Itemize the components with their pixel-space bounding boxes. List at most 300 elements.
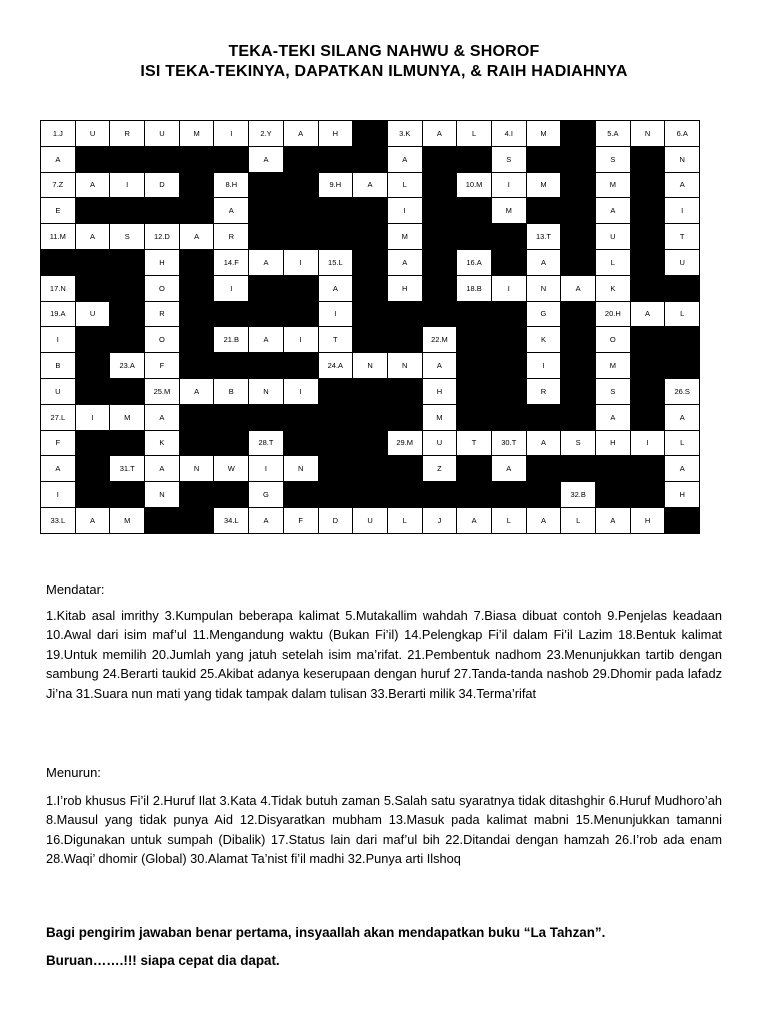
grid-cell[interactable]: 10.M xyxy=(457,172,492,198)
grid-cell-blocked xyxy=(179,172,214,198)
grid-cell-blocked xyxy=(457,482,492,508)
grid-cell[interactable]: N xyxy=(179,456,214,482)
grid-cell-blocked xyxy=(110,482,145,508)
grid-cell-blocked xyxy=(561,172,596,198)
grid-cell[interactable]: U xyxy=(145,121,180,147)
grid-row xyxy=(41,456,700,482)
grid-cell[interactable]: A xyxy=(422,121,457,147)
grid-cell[interactable]: S xyxy=(561,430,596,456)
grid-cell-blocked xyxy=(491,249,526,275)
grid-cell-blocked xyxy=(283,482,318,508)
grid-cell[interactable]: T xyxy=(318,327,353,353)
grid-cell-blocked xyxy=(179,482,214,508)
grid-cell[interactable]: L xyxy=(457,121,492,147)
grid-cell[interactable]: A xyxy=(422,353,457,379)
grid-cell[interactable]: R xyxy=(145,301,180,327)
grid-cell-blocked xyxy=(318,404,353,430)
grid-cell[interactable]: I xyxy=(249,456,284,482)
grid-cell-blocked xyxy=(561,456,596,482)
grid-row xyxy=(41,146,700,172)
grid-cell-blocked xyxy=(457,146,492,172)
grid-cell[interactable]: I xyxy=(110,172,145,198)
grid-cell[interactable]: A xyxy=(179,378,214,404)
grid-cell-blocked xyxy=(422,146,457,172)
grid-cell[interactable]: S xyxy=(110,224,145,250)
grid-cell-blocked xyxy=(561,249,596,275)
grid-cell[interactable]: I xyxy=(491,172,526,198)
grid-cell-blocked xyxy=(422,275,457,301)
grid-cell-blocked xyxy=(214,301,249,327)
grid-cell[interactable]: N xyxy=(630,121,665,147)
grid-cell-blocked xyxy=(110,378,145,404)
grid-cell[interactable]: A xyxy=(41,146,76,172)
grid-cell[interactable]: A xyxy=(249,327,284,353)
grid-cell-blocked xyxy=(526,456,561,482)
grid-cell[interactable]: A xyxy=(596,507,631,533)
grid-cell[interactable]: F xyxy=(145,353,180,379)
grid-cell[interactable]: 34.L xyxy=(214,507,249,533)
grid-cell-blocked xyxy=(665,507,700,533)
grid-cell-blocked xyxy=(387,378,422,404)
grid-cell[interactable]: 2.Y xyxy=(249,121,284,147)
grid-cell-blocked xyxy=(283,198,318,224)
grid-cell-blocked xyxy=(353,430,388,456)
grid-cell[interactable]: 7.Z xyxy=(41,172,76,198)
grid-cell[interactable]: 13.T xyxy=(526,224,561,250)
grid-cell[interactable]: 19.A xyxy=(41,301,76,327)
grid-cell[interactable]: A xyxy=(145,404,180,430)
grid-cell[interactable]: R xyxy=(526,378,561,404)
grid-cell-blocked xyxy=(457,378,492,404)
grid-cell[interactable]: I xyxy=(214,121,249,147)
grid-cell[interactable]: U xyxy=(75,121,110,147)
grid-cell-blocked xyxy=(75,353,110,379)
grid-cell[interactable]: A xyxy=(318,275,353,301)
grid-cell[interactable]: 15.L xyxy=(318,249,353,275)
grid-cell[interactable]: A xyxy=(283,121,318,147)
grid-cell[interactable]: A xyxy=(526,430,561,456)
grid-cell-blocked xyxy=(318,146,353,172)
grid-cell[interactable]: 8.H xyxy=(214,172,249,198)
grid-cell-blocked xyxy=(353,275,388,301)
grid-cell-blocked xyxy=(561,121,596,147)
grid-cell-blocked xyxy=(422,249,457,275)
grid-cell[interactable]: 21.B xyxy=(214,327,249,353)
grid-cell[interactable]: M xyxy=(110,404,145,430)
grid-cell-blocked xyxy=(179,507,214,533)
grid-cell[interactable]: A xyxy=(526,249,561,275)
grid-cell-blocked xyxy=(249,301,284,327)
grid-cell[interactable]: 22.M xyxy=(422,327,457,353)
grid-cell-blocked xyxy=(179,301,214,327)
crossword-grid xyxy=(40,120,700,534)
grid-cell[interactable]: A xyxy=(249,249,284,275)
grid-cell-blocked xyxy=(561,327,596,353)
grid-cell[interactable]: L xyxy=(387,172,422,198)
grid-cell[interactable]: 32.B xyxy=(561,482,596,508)
grid-cell[interactable]: 27.L xyxy=(41,404,76,430)
grid-cell[interactable]: M xyxy=(526,121,561,147)
grid-cell-blocked xyxy=(145,507,180,533)
grid-cell-blocked xyxy=(283,301,318,327)
grid-cell[interactable]: D xyxy=(318,507,353,533)
grid-cell-blocked xyxy=(630,353,665,379)
grid-cell[interactable]: G xyxy=(526,301,561,327)
grid-cell[interactable]: I xyxy=(41,482,76,508)
grid-cell[interactable]: O xyxy=(596,327,631,353)
grid-cell[interactable]: A xyxy=(249,507,284,533)
grid-cell-blocked xyxy=(318,456,353,482)
grid-cell[interactable]: A xyxy=(179,224,214,250)
grid-cell[interactable]: I xyxy=(665,198,700,224)
grid-cell[interactable]: A xyxy=(214,198,249,224)
grid-cell[interactable]: M xyxy=(422,404,457,430)
grid-row xyxy=(41,198,700,224)
grid-cell[interactable]: W xyxy=(214,456,249,482)
grid-cell[interactable]: M xyxy=(596,172,631,198)
grid-cell-blocked xyxy=(283,404,318,430)
grid-cell[interactable]: 5.A xyxy=(596,121,631,147)
grid-cell[interactable]: A xyxy=(249,146,284,172)
grid-cell[interactable]: 16.A xyxy=(457,249,492,275)
grid-cell-blocked xyxy=(457,327,492,353)
grid-cell[interactable]: M xyxy=(491,198,526,224)
grid-cell-blocked xyxy=(318,482,353,508)
grid-cell[interactable]: 30.T xyxy=(491,430,526,456)
grid-cell-blocked xyxy=(249,404,284,430)
grid-cell-blocked xyxy=(214,146,249,172)
grid-cell-blocked xyxy=(214,353,249,379)
grid-cell[interactable]: I xyxy=(526,353,561,379)
grid-cell-blocked xyxy=(630,482,665,508)
grid-cell-blocked xyxy=(353,146,388,172)
grid-cell[interactable]: 24.A xyxy=(318,353,353,379)
grid-cell[interactable]: L xyxy=(665,301,700,327)
grid-cell-blocked xyxy=(41,249,76,275)
grid-cell-blocked xyxy=(387,482,422,508)
grid-cell[interactable]: O xyxy=(145,275,180,301)
grid-cell[interactable]: A xyxy=(630,301,665,327)
grid-cell[interactable]: D xyxy=(145,172,180,198)
grid-cell[interactable]: 12.D xyxy=(145,224,180,250)
grid-cell[interactable]: O xyxy=(145,327,180,353)
grid-cell-blocked xyxy=(596,456,631,482)
grid-cell-blocked xyxy=(526,146,561,172)
grid-cell[interactable]: U xyxy=(75,301,110,327)
grid-cell-blocked xyxy=(145,198,180,224)
grid-cell[interactable]: 4.I xyxy=(491,121,526,147)
grid-cell[interactable]: A xyxy=(75,224,110,250)
grid-cell-blocked xyxy=(596,482,631,508)
grid-cell[interactable]: 33.L xyxy=(41,507,76,533)
grid-cell-blocked xyxy=(353,224,388,250)
grid-cell[interactable]: 9.H xyxy=(318,172,353,198)
grid-cell-blocked xyxy=(110,249,145,275)
grid-cell-blocked xyxy=(110,198,145,224)
grid-row xyxy=(41,327,700,353)
grid-cell-blocked xyxy=(75,198,110,224)
grid-cell-blocked xyxy=(491,301,526,327)
grid-cell-blocked xyxy=(665,353,700,379)
grid-cell-blocked xyxy=(561,224,596,250)
page-subtitle: ISI TEKA-TEKINYA, DAPATKAN ILMUNYA, & RAIH HADIAHNYA xyxy=(140,63,628,80)
grid-cell[interactable]: M xyxy=(387,224,422,250)
grid-cell-blocked xyxy=(387,456,422,482)
grid-cell-blocked xyxy=(75,249,110,275)
grid-cell[interactable]: A xyxy=(145,456,180,482)
grid-cell-blocked xyxy=(457,456,492,482)
grid-cell[interactable]: M xyxy=(110,507,145,533)
grid-row xyxy=(41,404,700,430)
grid-cell-blocked xyxy=(249,275,284,301)
grid-cell[interactable]: A xyxy=(387,249,422,275)
grid-cell-blocked xyxy=(457,353,492,379)
grid-cell[interactable]: N xyxy=(665,146,700,172)
grid-row xyxy=(41,172,700,198)
grid-cell-blocked xyxy=(561,378,596,404)
mendatar-heading: Mendatar: xyxy=(46,582,105,597)
grid-cell[interactable]: H xyxy=(422,378,457,404)
grid-cell[interactable]: A xyxy=(665,404,700,430)
grid-cell[interactable]: 3.K xyxy=(387,121,422,147)
grid-cell[interactable]: 6.A xyxy=(665,121,700,147)
grid-cell-blocked xyxy=(630,456,665,482)
grid-cell[interactable]: 25.M xyxy=(145,378,180,404)
grid-cell[interactable]: 31.T xyxy=(110,456,145,482)
grid-cell-blocked xyxy=(422,482,457,508)
grid-cell-blocked xyxy=(110,146,145,172)
grid-cell-blocked xyxy=(110,301,145,327)
grid-cell[interactable]: H xyxy=(630,507,665,533)
grid-cell[interactable]: A xyxy=(491,456,526,482)
grid-cell[interactable]: H xyxy=(387,275,422,301)
grid-cell[interactable]: S xyxy=(596,378,631,404)
grid-cell[interactable]: 26.S xyxy=(665,378,700,404)
grid-cell-blocked xyxy=(561,198,596,224)
grid-cell[interactable]: 28.T xyxy=(249,430,284,456)
grid-cell[interactable]: E xyxy=(41,198,76,224)
grid-cell-blocked xyxy=(491,482,526,508)
grid-cell[interactable]: U xyxy=(353,507,388,533)
grid-cell[interactable]: U xyxy=(665,249,700,275)
grid-cell-blocked xyxy=(526,404,561,430)
grid-cell-blocked xyxy=(353,121,388,147)
grid-cell-blocked xyxy=(145,146,180,172)
grid-cell[interactable]: A xyxy=(75,172,110,198)
grid-cell-blocked xyxy=(630,172,665,198)
grid-cell[interactable]: L xyxy=(491,507,526,533)
grid-cell[interactable]: 17.N xyxy=(41,275,76,301)
grid-cell[interactable]: 23.A xyxy=(110,353,145,379)
grid-cell[interactable]: A xyxy=(561,275,596,301)
grid-row xyxy=(41,482,700,508)
grid-cell[interactable]: 1.J xyxy=(41,121,76,147)
page-title: TEKA-TEKI SILANG NAHWU & SHOROF xyxy=(228,43,540,60)
grid-cell[interactable]: A xyxy=(596,198,631,224)
grid-cell[interactable]: Z xyxy=(422,456,457,482)
grid-cell[interactable]: M xyxy=(179,121,214,147)
grid-row xyxy=(41,249,700,275)
grid-cell[interactable]: A xyxy=(353,172,388,198)
grid-cell-blocked xyxy=(630,224,665,250)
grid-cell[interactable]: M xyxy=(526,172,561,198)
grid-cell[interactable]: I xyxy=(491,275,526,301)
grid-cell-blocked xyxy=(353,249,388,275)
grid-cell-blocked xyxy=(318,430,353,456)
grid-cell-blocked xyxy=(353,198,388,224)
grid-cell-blocked xyxy=(283,430,318,456)
grid-cell[interactable]: I xyxy=(75,404,110,430)
grid-cell[interactable]: A xyxy=(526,507,561,533)
grid-cell[interactable]: 18.B xyxy=(457,275,492,301)
grid-cell-blocked xyxy=(353,456,388,482)
grid-cell-blocked xyxy=(353,404,388,430)
grid-cell-blocked xyxy=(214,404,249,430)
grid-cell-blocked xyxy=(318,224,353,250)
grid-cell[interactable]: N xyxy=(387,353,422,379)
grid-cell[interactable]: U xyxy=(596,224,631,250)
mendatar-clues: 1.Kitab asal imrithy 3.Kumpulan beberapa kalimat 5.Mutakallim wahdah 7.Biasa dibuat contoh 9.Penjelas keadaan 10.Awal dari isim maf’ul 11.Mengandung waktu (Bukan Fi’il) 14.Pelengkap Fi’il dalam Fi’il Lazim 18.Bentuk kalimat 19.Untuk memilih 20.Jumlah yang jatuh setelah isim ma’rifat. 21.Pembentuk nadhom 23.Menunjukkan tartib dengan sambung 24.Berarti taukid 25.Akibat adanya keserupaan dengan huruf 27.Tanda-tanda nashob 29.Dhomir pada lafadz Ji’na 31.Suara nun mati yang tidak tampak dalam tulisan 33.Berarti milik 34.Terma’rifat xyxy=(46,608,722,701)
grid-cell-blocked xyxy=(526,198,561,224)
grid-cell[interactable]: 20.H xyxy=(596,301,631,327)
grid-cell[interactable]: H xyxy=(596,430,631,456)
grid-cell-blocked xyxy=(457,404,492,430)
grid-cell[interactable]: N xyxy=(526,275,561,301)
grid-cell-blocked xyxy=(179,275,214,301)
menurun-heading: Menurun: xyxy=(46,765,101,780)
grid-cell-blocked xyxy=(179,146,214,172)
grid-cell-blocked xyxy=(283,146,318,172)
grid-cell[interactable]: I xyxy=(214,275,249,301)
grid-cell-blocked xyxy=(630,198,665,224)
grid-cell[interactable]: L xyxy=(561,507,596,533)
grid-cell-blocked xyxy=(283,275,318,301)
grid-cell-blocked xyxy=(75,430,110,456)
grid-cell[interactable]: I xyxy=(283,327,318,353)
grid-cell-blocked xyxy=(561,404,596,430)
grid-cell-blocked xyxy=(561,353,596,379)
grid-cell[interactable]: 11.M xyxy=(41,224,76,250)
grid-cell-blocked xyxy=(75,456,110,482)
grid-cell[interactable]: 29.M xyxy=(387,430,422,456)
grid-cell[interactable]: A xyxy=(596,404,631,430)
grid-cell-blocked xyxy=(491,327,526,353)
grid-cell[interactable]: H xyxy=(145,249,180,275)
grid-cell-blocked xyxy=(179,327,214,353)
grid-cell[interactable]: A xyxy=(387,146,422,172)
grid-cell-blocked xyxy=(561,146,596,172)
grid-cell-blocked xyxy=(249,224,284,250)
grid-cell[interactable]: K xyxy=(145,430,180,456)
grid-cell[interactable]: T xyxy=(457,430,492,456)
grid-cell[interactable]: A xyxy=(75,507,110,533)
grid-cell-blocked xyxy=(179,353,214,379)
grid-row xyxy=(41,224,700,250)
grid-cell[interactable]: A xyxy=(41,456,76,482)
grid-row xyxy=(41,430,700,456)
grid-cell[interactable]: N xyxy=(249,378,284,404)
grid-cell[interactable]: I xyxy=(283,378,318,404)
grid-cell-blocked xyxy=(491,404,526,430)
grid-cell[interactable]: S xyxy=(596,146,631,172)
grid-cell[interactable]: U xyxy=(422,430,457,456)
menurun-clues: 1.I’rob khusus Fi’il 2.Huruf Ilat 3.Kata 4.Tidak butuh zaman 5.Salah satu syaratnya tidak ditashghir 6.Huruf Mudhoro’ah 8.Mausul yang tidak punya Aid 12.Disyaratkan mubham 13.Masuk pada kalimat mabni 15.Menunjukkan tamanni 16.Digunakan untuk sumpah (Dibalik) 17.Status lain dari maf’ul bih 22.Ditandai dengan hamzah 26.I’rob ada enam 28.Waqi’ dhomir (Global) 30.Alamat Ta’nist fi’il madhi 32.Punya arti Ilshoq xyxy=(46,793,722,867)
grid-cell-blocked xyxy=(318,198,353,224)
grid-cell[interactable]: F xyxy=(283,507,318,533)
grid-cell[interactable]: 14.F xyxy=(214,249,249,275)
grid-cell-blocked xyxy=(491,224,526,250)
grid-cell[interactable]: K xyxy=(596,275,631,301)
grid-cell[interactable]: H xyxy=(665,482,700,508)
grid-cell[interactable]: F xyxy=(41,430,76,456)
grid-cell[interactable]: R xyxy=(214,224,249,250)
grid-cell[interactable]: L xyxy=(387,507,422,533)
grid-cell-blocked xyxy=(75,146,110,172)
grid-cell-blocked xyxy=(75,378,110,404)
grid-cell-blocked xyxy=(353,482,388,508)
grid-cell[interactable]: L xyxy=(596,249,631,275)
grid-cell[interactable]: A xyxy=(665,172,700,198)
grid-cell-blocked xyxy=(214,482,249,508)
grid-row xyxy=(41,275,700,301)
grid-cell-blocked xyxy=(630,327,665,353)
grid-cell-blocked xyxy=(75,327,110,353)
grid-cell-blocked xyxy=(110,430,145,456)
grid-cell[interactable]: N xyxy=(353,353,388,379)
grid-cell[interactable]: N xyxy=(145,482,180,508)
grid-row xyxy=(41,353,700,379)
grid-cell-blocked xyxy=(283,224,318,250)
grid-cell-blocked xyxy=(630,404,665,430)
grid-cell-blocked xyxy=(318,378,353,404)
grid-cell-blocked xyxy=(387,301,422,327)
grid-cell[interactable]: I xyxy=(387,198,422,224)
grid-cell-blocked xyxy=(422,172,457,198)
grid-cell[interactable]: R xyxy=(110,121,145,147)
grid-cell-blocked xyxy=(75,482,110,508)
grid-cell[interactable]: B xyxy=(41,353,76,379)
grid-cell[interactable]: I xyxy=(283,249,318,275)
grid-cell-blocked xyxy=(110,327,145,353)
grid-cell[interactable]: J xyxy=(422,507,457,533)
grid-cell-blocked xyxy=(630,275,665,301)
grid-cell-blocked xyxy=(665,275,700,301)
grid-cell[interactable]: A xyxy=(457,507,492,533)
grid-cell[interactable]: I xyxy=(41,327,76,353)
grid-cell[interactable]: M xyxy=(596,353,631,379)
grid-cell[interactable]: H xyxy=(318,121,353,147)
grid-cell-blocked xyxy=(491,378,526,404)
grid-cell[interactable]: N xyxy=(283,456,318,482)
grid-cell[interactable]: T xyxy=(665,224,700,250)
grid-cell[interactable]: U xyxy=(41,378,76,404)
grid-cell[interactable]: I xyxy=(318,301,353,327)
grid-cell[interactable]: A xyxy=(665,456,700,482)
grid-row xyxy=(41,121,700,147)
grid-cell-blocked xyxy=(457,198,492,224)
grid-cell[interactable]: G xyxy=(249,482,284,508)
grid-cell[interactable]: I xyxy=(630,430,665,456)
prize-note: Bagi pengirim jawaban benar pertama, insyaallah akan mendapatkan buku “La Tahzan”. xyxy=(46,925,606,940)
grid-cell-blocked xyxy=(214,430,249,456)
grid-cell[interactable]: B xyxy=(214,378,249,404)
grid-cell[interactable]: L xyxy=(665,430,700,456)
grid-cell[interactable]: K xyxy=(526,327,561,353)
grid-cell-blocked xyxy=(283,172,318,198)
grid-cell-blocked xyxy=(630,249,665,275)
grid-cell[interactable]: S xyxy=(491,146,526,172)
grid-cell-blocked xyxy=(179,249,214,275)
